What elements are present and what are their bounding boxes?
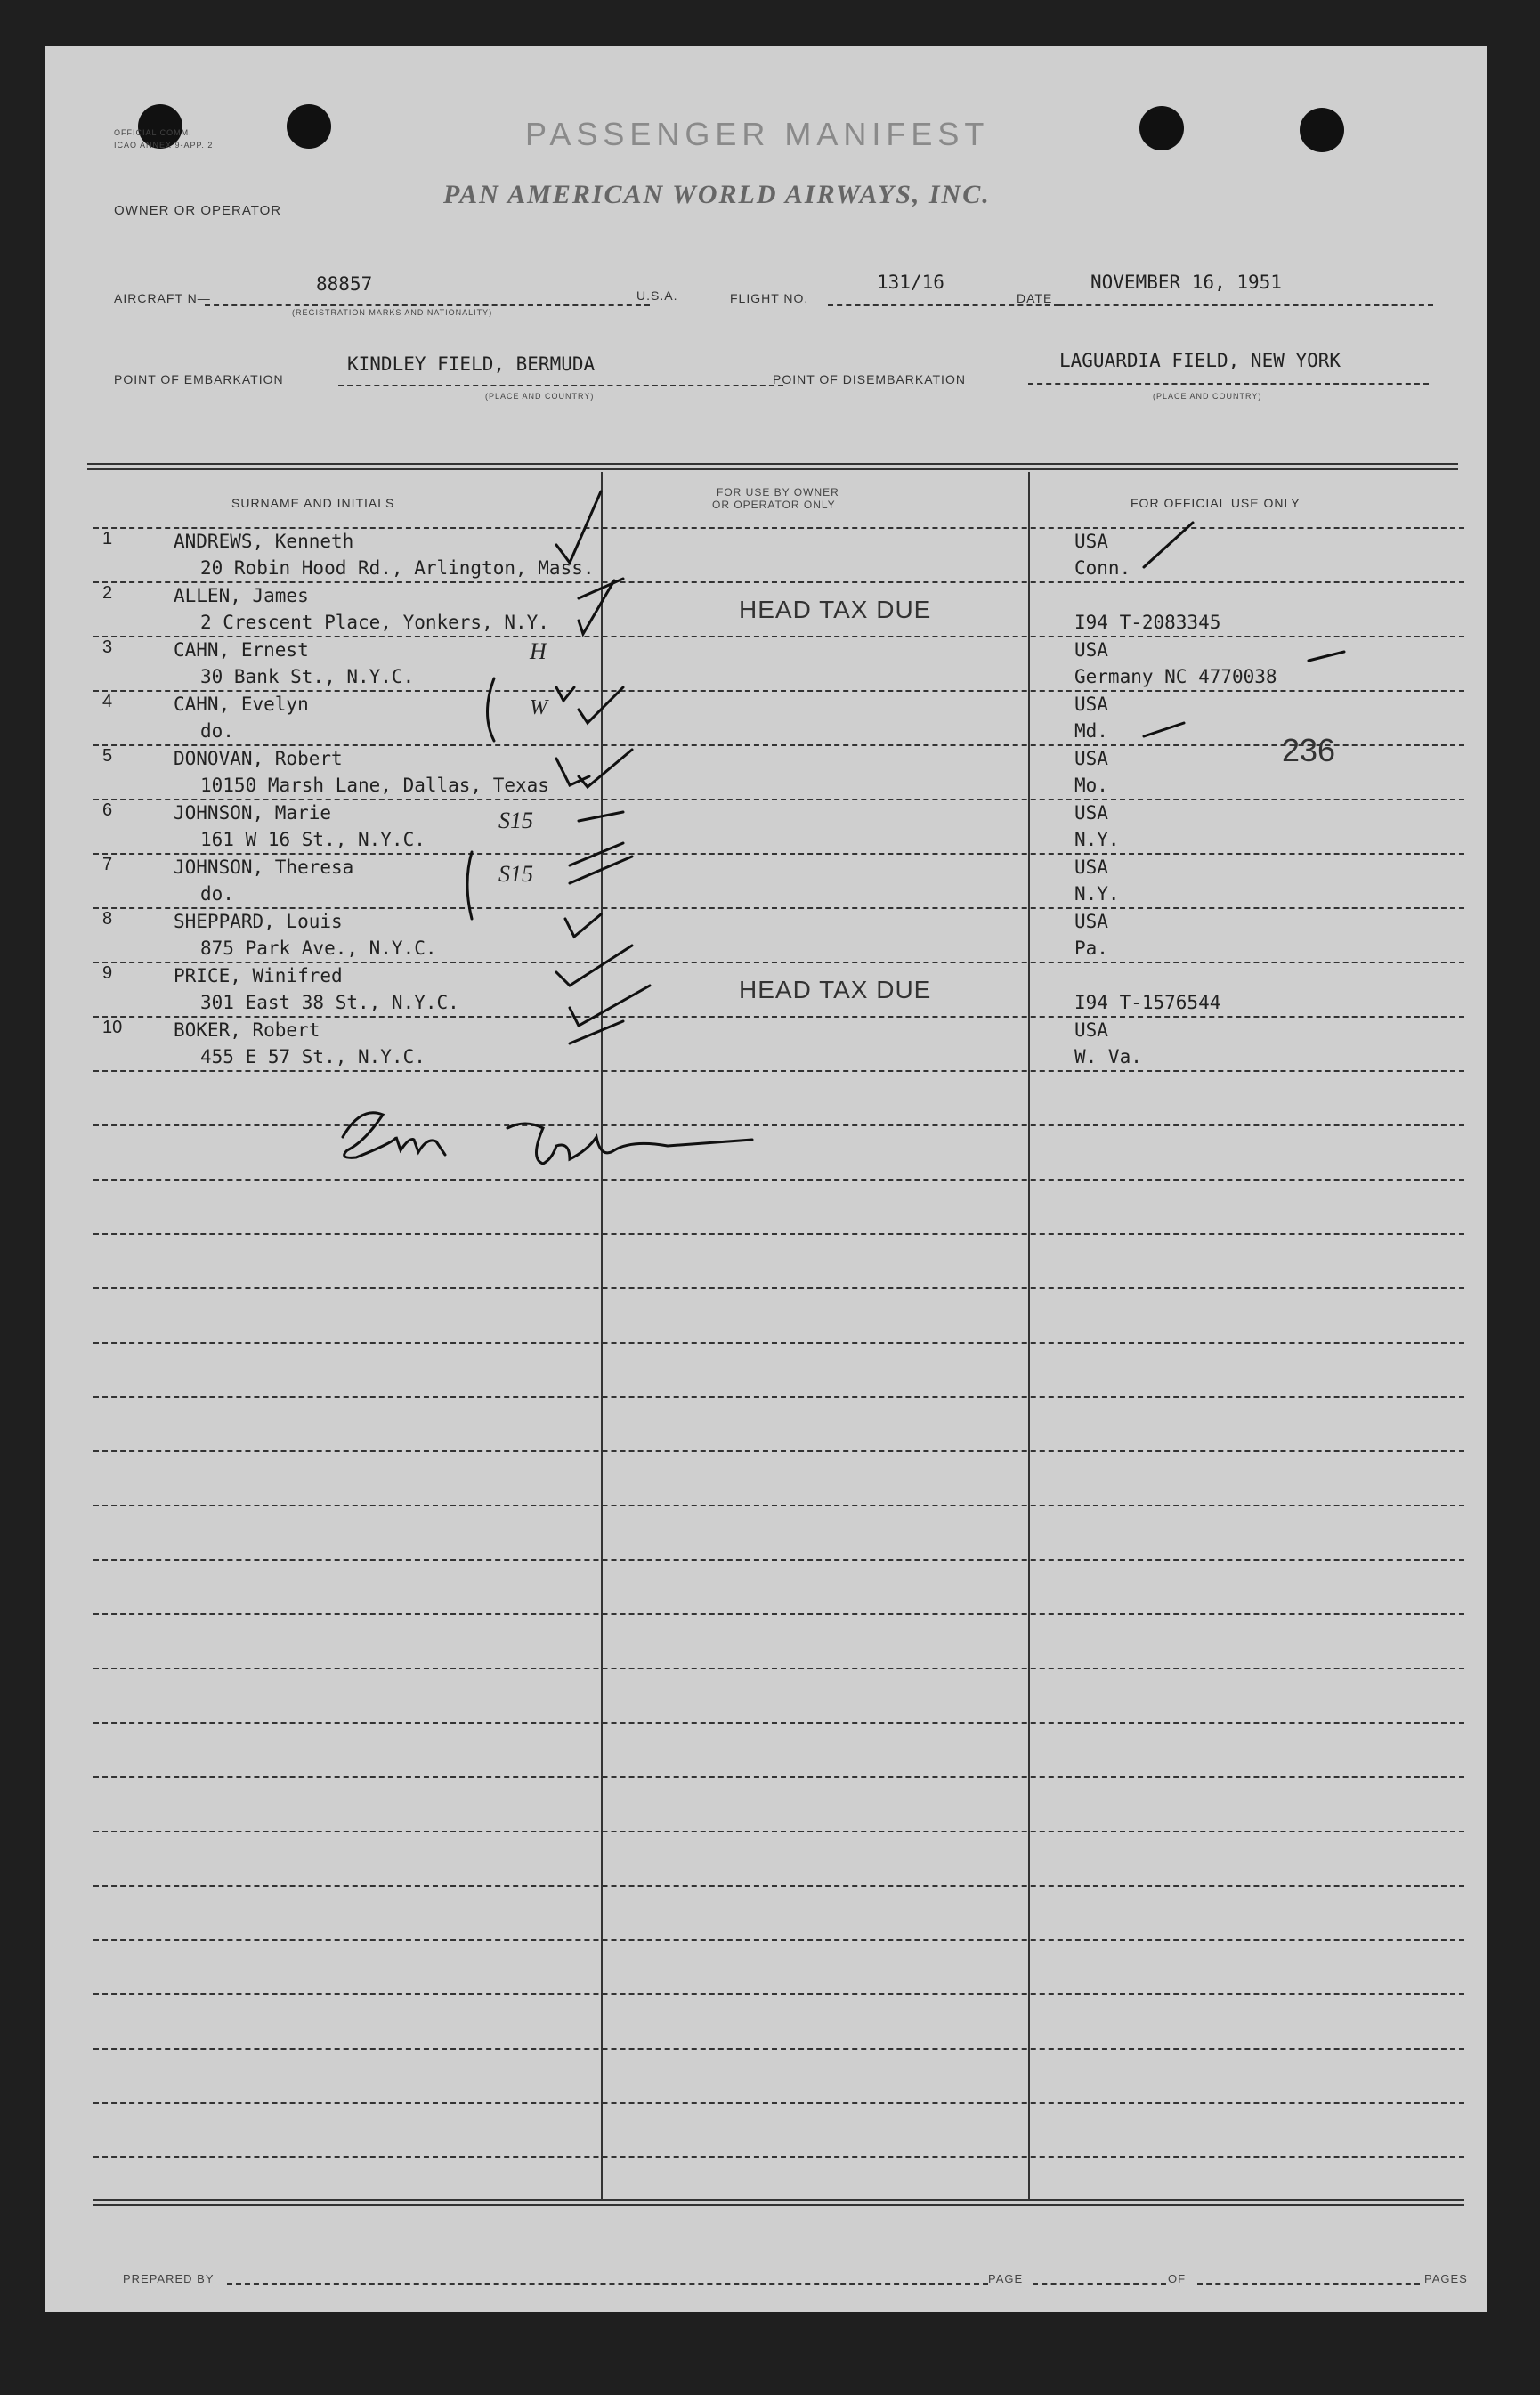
manifest-sheet xyxy=(45,46,1487,2312)
official-nationality: USA xyxy=(1074,911,1108,932)
handwritten-w: W xyxy=(530,696,547,719)
form-code-top: OFFICIAL COMM. xyxy=(114,128,192,137)
col-owner-2: OR OPERATOR ONLY xyxy=(712,499,836,511)
handwritten-s15-b: S15 xyxy=(498,861,533,887)
disembark-sub: (PLACE AND COUNTRY) xyxy=(1153,392,1262,401)
passenger-address: 161 W 16 St., N.Y.C. xyxy=(200,829,426,850)
disembark-value: LAGUARDIA FIELD, NEW YORK xyxy=(1059,350,1341,371)
official-note: Pa. xyxy=(1074,938,1108,959)
table-rule xyxy=(93,636,1464,637)
table-rule xyxy=(93,2156,1464,2158)
check-mark xyxy=(579,580,614,634)
row-number: 7 xyxy=(102,855,113,874)
date-value: NOVEMBER 16, 1951 xyxy=(1090,272,1282,293)
passenger-name: ANDREWS, Kenneth xyxy=(174,531,354,552)
check-mark xyxy=(579,750,632,787)
row-number: 4 xyxy=(102,692,113,711)
punch-hole xyxy=(1300,108,1344,152)
passenger-address: 10150 Marsh Lane, Dallas, Texas xyxy=(200,775,549,796)
head-tax-stamp: HEAD TAX DUE xyxy=(739,976,932,1003)
handwritten-h: H xyxy=(530,638,547,664)
table-rule xyxy=(93,1668,1464,1669)
row-number: 9 xyxy=(102,963,113,983)
passenger-address: 875 Park Ave., N.Y.C. xyxy=(200,938,437,959)
official-note: Germany NC 4770038 xyxy=(1074,666,1277,687)
table-rule xyxy=(93,1939,1464,1941)
col-owner-1: FOR USE BY OWNER xyxy=(717,486,839,499)
passenger-address: do. xyxy=(200,883,234,905)
table-rule xyxy=(93,799,1464,800)
passenger-address: 455 E 57 St., N.Y.C. xyxy=(200,1046,426,1068)
table-rule xyxy=(93,1124,1464,1126)
official-note: Mo. xyxy=(1074,775,1108,796)
embark-value: KINDLEY FIELD, BERMUDA xyxy=(347,353,596,375)
passenger-name: CAHN, Ernest xyxy=(174,639,309,661)
official-nationality: USA xyxy=(1074,748,1108,769)
table-rule xyxy=(93,1016,1464,1018)
official-nationality: USA xyxy=(1074,802,1108,824)
table-rule xyxy=(93,1613,1464,1615)
official-nationality: USA xyxy=(1074,694,1108,715)
passenger-name: JOHNSON, Theresa xyxy=(174,857,354,878)
of-label: OF xyxy=(1168,2272,1187,2285)
handwritten-s15-a: S15 xyxy=(498,808,533,833)
passenger-name: SHEPPARD, Louis xyxy=(174,911,343,932)
disembark-label: POINT OF DISEMBARKATION xyxy=(773,372,966,386)
row-number: 10 xyxy=(102,1018,123,1037)
aircraft-value: 88857 xyxy=(316,273,373,295)
table-rule xyxy=(93,1559,1464,1561)
table-rule xyxy=(93,1722,1464,1724)
handwritten-number: 236 xyxy=(1282,732,1336,768)
check-mark xyxy=(556,946,632,986)
official-note: N.Y. xyxy=(1074,829,1120,850)
col-surname: SURNAME AND INITIALS xyxy=(231,496,395,510)
passenger-address: 2 Crescent Place, Yonkers, N.Y. xyxy=(200,612,549,633)
official-note: Md. xyxy=(1074,720,1108,742)
passenger-address: 20 Robin Hood Rd., Arlington, Mass. xyxy=(200,557,595,579)
table-rule xyxy=(93,1342,1464,1344)
table-rule xyxy=(93,1287,1464,1289)
passenger-address: 30 Bank St., N.Y.C. xyxy=(200,666,415,687)
passenger-name: CAHN, Evelyn xyxy=(174,694,309,715)
table-rule xyxy=(93,690,1464,692)
row-number: 3 xyxy=(102,637,113,657)
passenger-name: DONOVAN, Robert xyxy=(174,748,343,769)
table-rule xyxy=(93,907,1464,909)
official-note: Conn. xyxy=(1074,557,1131,579)
official-nationality: USA xyxy=(1074,531,1108,552)
embark-label: POINT OF EMBARKATION xyxy=(114,372,284,386)
passenger-name: ALLEN, James xyxy=(174,585,309,606)
table-rule xyxy=(93,1070,1464,1072)
aircraft-label: AIRCRAFT N— xyxy=(114,291,211,305)
table-rule xyxy=(93,1233,1464,1235)
flight-label: FLIGHT NO. xyxy=(730,291,809,305)
prepared-label: PREPARED BY xyxy=(123,2272,215,2285)
table-rule xyxy=(93,744,1464,746)
passenger-name: JOHNSON, Marie xyxy=(174,802,332,824)
row-number: 6 xyxy=(102,800,113,820)
page-label: PAGE xyxy=(988,2272,1024,2285)
punch-hole xyxy=(1139,106,1184,150)
official-nationality: USA xyxy=(1074,857,1108,878)
owner-label: OWNER OR OPERATOR xyxy=(114,203,282,218)
passenger-name: PRICE, Winifred xyxy=(174,965,343,986)
row-number: 5 xyxy=(102,746,113,766)
table-rule xyxy=(93,2048,1464,2050)
row-number: 8 xyxy=(102,909,113,929)
official-note: W. Va. xyxy=(1074,1046,1142,1068)
aircraft-sub: (REGISTRATION MARKS AND NATIONALITY) xyxy=(292,308,493,317)
official-note: I94 T-2083345 xyxy=(1074,612,1221,633)
table-rule xyxy=(93,581,1464,583)
table-rule xyxy=(93,1885,1464,1887)
company-name: PAN AMERICAN WORLD AIRWAYS, INC. xyxy=(443,180,991,209)
official-nationality: USA xyxy=(1074,1019,1108,1041)
signature-mark xyxy=(343,1113,752,1164)
table-rule xyxy=(93,853,1464,855)
table-rule xyxy=(93,527,1464,529)
flight-value: 131/16 xyxy=(877,272,944,293)
check-mark xyxy=(565,914,601,937)
punch-hole xyxy=(287,104,331,149)
page-title: PASSENGER MANIFEST xyxy=(525,116,990,152)
table-rule xyxy=(93,1396,1464,1398)
passenger-address: 301 East 38 St., N.Y.C. xyxy=(200,992,459,1013)
col-official: FOR OFFICIAL USE ONLY xyxy=(1131,496,1301,510)
date-label: DATE xyxy=(1017,291,1053,305)
table-rule xyxy=(93,1450,1464,1452)
table-rule xyxy=(93,1505,1464,1506)
passenger-name: BOKER, Robert xyxy=(174,1019,320,1041)
check-mark xyxy=(570,986,650,1026)
official-note: I94 T-1576544 xyxy=(1074,992,1221,1013)
embark-sub: (PLACE AND COUNTRY) xyxy=(485,392,595,401)
passenger-address: do. xyxy=(200,720,234,742)
row-number: 2 xyxy=(102,583,113,603)
form-code: ICAO ANNEX 9-APP. 2 xyxy=(114,141,214,150)
table-rule xyxy=(93,1776,1464,1778)
table-rule xyxy=(93,1179,1464,1181)
pages-label: PAGES xyxy=(1424,2272,1468,2285)
table-rule xyxy=(93,2102,1464,2104)
table-rule xyxy=(93,962,1464,963)
official-nationality: USA xyxy=(1074,639,1108,661)
table-rule xyxy=(93,1831,1464,1832)
official-note: N.Y. xyxy=(1074,883,1120,905)
table-rule xyxy=(93,1993,1464,1995)
usa-label: U.S.A. xyxy=(636,288,678,303)
row-number: 1 xyxy=(102,529,113,548)
head-tax-stamp: HEAD TAX DUE xyxy=(739,596,932,623)
